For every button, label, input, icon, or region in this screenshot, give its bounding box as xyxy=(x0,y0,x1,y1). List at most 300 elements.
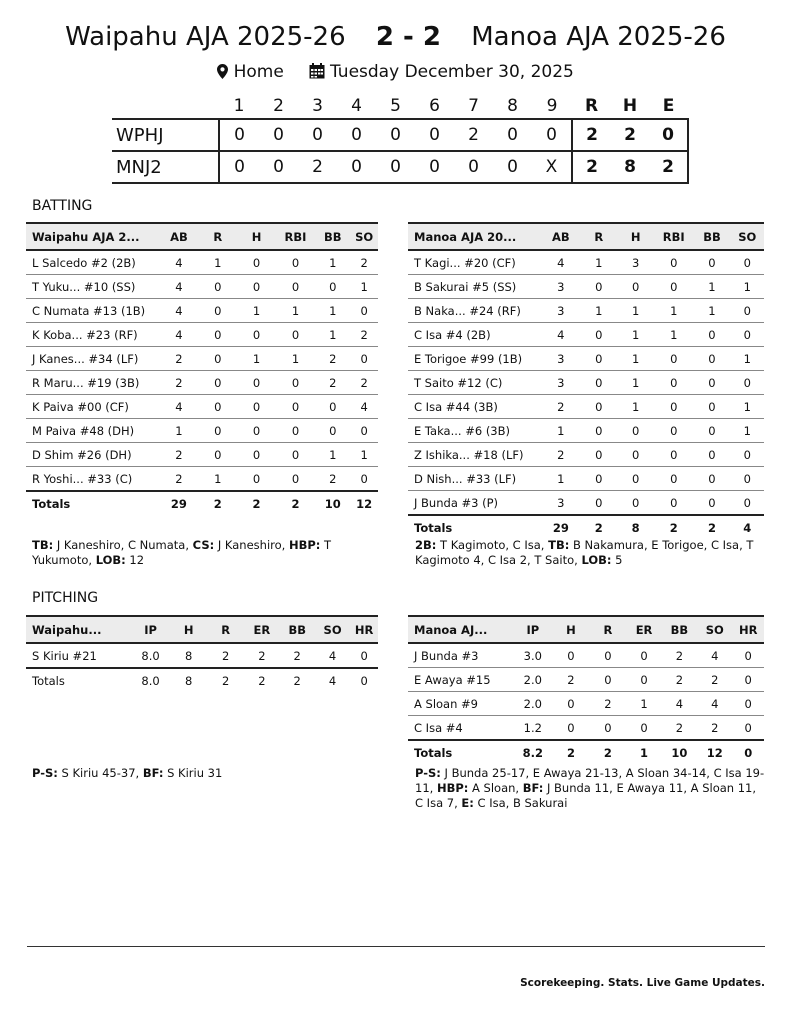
totals-cell: 8 xyxy=(170,668,207,692)
player-row xyxy=(408,250,764,275)
stat-cell: 0 xyxy=(315,395,350,419)
stat-cell: 0 xyxy=(580,323,617,347)
totals-cell: 29 xyxy=(541,515,580,539)
note-text: T Kagimoto, C Isa, xyxy=(436,538,549,552)
stat-cell: 1 xyxy=(617,323,654,347)
stat-cell: 2 xyxy=(662,668,697,692)
game-meta xyxy=(0,62,791,82)
player-row xyxy=(26,250,378,275)
away-batting-notes xyxy=(32,538,382,568)
stat-cell: 1 xyxy=(617,395,654,419)
player-name: T Saito #12 (C) xyxy=(408,371,541,395)
team-column-header: Manoa AJ... xyxy=(408,616,513,643)
player-name: C Numata #13 (1B) xyxy=(26,299,159,323)
game-score: 2 - 2 xyxy=(375,22,441,52)
game-date: Tuesday December 30, 2025 xyxy=(330,62,574,82)
stat-column-header: RBI xyxy=(276,223,315,250)
stat-cell: 2.0 xyxy=(513,668,552,692)
stat-cell: 4 xyxy=(159,275,198,299)
stat-cell: 0 xyxy=(654,347,693,371)
stat-cell: 0 xyxy=(315,419,350,443)
stat-cell: 0 xyxy=(198,275,237,299)
table-header-row xyxy=(408,616,764,643)
note-text: J Kaneshiro, xyxy=(214,538,289,552)
stat-cell: 0 xyxy=(589,668,626,692)
footer-tagline: Scorekeeping. Stats. Live Game Updates. xyxy=(520,977,765,989)
stat-cell: 1 xyxy=(731,275,764,299)
stat-cell: 0 xyxy=(617,275,654,299)
stat-cell: 2 xyxy=(159,347,198,371)
stat-cell: 0 xyxy=(626,643,661,668)
game-title xyxy=(0,22,791,52)
player-row xyxy=(408,323,764,347)
stat-column-header: H xyxy=(237,223,276,250)
stat-cell: 0 xyxy=(237,371,276,395)
stat-cell: 2 xyxy=(697,668,732,692)
stat-cell: 0 xyxy=(237,467,276,492)
hits-total: 2 xyxy=(624,125,636,145)
stat-cell: 0 xyxy=(350,419,378,443)
player-row xyxy=(408,419,764,443)
player-name: K Paiva #00 (CF) xyxy=(26,395,159,419)
note-text: J Kaneshiro, C Numata, xyxy=(53,538,193,552)
stat-cell: 0 xyxy=(315,275,350,299)
home-batting-table xyxy=(408,222,764,539)
table-header-row xyxy=(26,223,378,250)
inning-header: 3 xyxy=(312,96,323,116)
player-name: S Kiriu #21 xyxy=(26,643,131,668)
away-pitching-table xyxy=(26,615,378,692)
player-name: E Awaya #15 xyxy=(408,668,513,692)
note-text: B Nakamura, E Torigoe, C Isa, T Kagimoto 4, C Isa 2, T Saito, xyxy=(415,538,754,567)
inning-header: 7 xyxy=(468,96,479,116)
stat-cell: 1 xyxy=(693,299,730,323)
runs-header: R xyxy=(584,96,599,116)
stat-cell: 4 xyxy=(662,692,697,716)
stat-cell: 4 xyxy=(159,299,198,323)
stat-cell: 1 xyxy=(731,347,764,371)
stat-cell: 0 xyxy=(350,299,378,323)
stat-cell: 0 xyxy=(589,643,626,668)
stat-cell: 0 xyxy=(617,419,654,443)
totals-row xyxy=(408,515,764,539)
player-row xyxy=(26,419,378,443)
stat-cell: 0 xyxy=(654,419,693,443)
stat-cell: 3 xyxy=(541,491,580,516)
note-text: J Bunda 25-17, E Awaya 21-13, A Sloan 34-14, C Isa 19-11, xyxy=(415,766,765,795)
errors-total: 2 xyxy=(649,151,688,183)
player-row xyxy=(408,716,764,741)
totals-cell: 2 xyxy=(198,491,237,515)
player-row xyxy=(408,643,764,668)
note-label: P-S: xyxy=(415,766,441,780)
runs-total: 2 xyxy=(572,119,611,151)
stat-column-header: SO xyxy=(731,223,764,250)
totals-cell: 10 xyxy=(315,491,350,515)
stat-cell: 2 xyxy=(697,716,732,741)
stat-cell: 2 xyxy=(541,443,580,467)
stat-cell: 0 xyxy=(552,692,589,716)
stat-cell: 0 xyxy=(350,643,378,668)
inning-header: 9 xyxy=(546,96,558,116)
stat-cell: 0 xyxy=(198,419,237,443)
stat-cell: 2.0 xyxy=(513,692,552,716)
note-text: 12 xyxy=(125,553,145,567)
stat-cell: 3 xyxy=(541,371,580,395)
note-label: HBP: xyxy=(288,538,321,552)
player-name: D Nish... #33 (LF) xyxy=(408,467,541,491)
stat-cell: 3.0 xyxy=(513,643,552,668)
inning-header: 5 xyxy=(390,96,401,116)
stat-cell: 2 xyxy=(350,250,378,275)
totals-cell: 12 xyxy=(697,740,732,764)
player-name: C Isa #4 (2B) xyxy=(408,323,541,347)
stat-cell: 0 xyxy=(617,467,654,491)
batting-section-title: BATTING xyxy=(32,198,93,214)
player-name: C Isa #44 (3B) xyxy=(408,395,541,419)
stat-cell: 1 xyxy=(654,323,693,347)
stat-cell: 1 xyxy=(541,467,580,491)
stat-cell: 0 xyxy=(350,467,378,492)
stat-cell: 1.2 xyxy=(513,716,552,741)
stat-cell: 0 xyxy=(654,467,693,491)
inning-score: 0 xyxy=(390,157,401,177)
inning-header: 6 xyxy=(429,96,440,116)
away-pitching-notes xyxy=(32,766,382,781)
stat-cell: 0 xyxy=(693,323,730,347)
table-header-row xyxy=(26,616,378,643)
stat-cell: 0 xyxy=(276,371,315,395)
player-row xyxy=(408,371,764,395)
note-label: BF: xyxy=(522,781,544,795)
stat-cell: 4 xyxy=(159,323,198,347)
team-column-header: Waipahu AJA 2... xyxy=(26,223,159,250)
player-row xyxy=(26,443,378,467)
stat-cell: 0 xyxy=(693,467,730,491)
note-label: TB: xyxy=(548,538,570,552)
totals-cell: 1 xyxy=(626,740,661,764)
stat-cell: 0 xyxy=(580,347,617,371)
inning-score: 0 xyxy=(429,157,440,177)
stat-cell: 1 xyxy=(731,395,764,419)
totals-cell: 2 xyxy=(237,491,276,515)
stat-cell: 0 xyxy=(237,275,276,299)
stat-cell: 1 xyxy=(617,371,654,395)
stat-cell: 0 xyxy=(237,323,276,347)
stat-cell: 1 xyxy=(626,692,661,716)
note-text: A Sloan, xyxy=(468,781,523,795)
player-row xyxy=(26,347,378,371)
player-row xyxy=(408,668,764,692)
stat-cell: 1 xyxy=(617,347,654,371)
note-text: 5 xyxy=(611,553,623,567)
stat-cell: 0 xyxy=(617,443,654,467)
stat-cell: 2 xyxy=(541,395,580,419)
line-score-row xyxy=(112,151,688,183)
player-row xyxy=(26,395,378,419)
stat-cell: 1 xyxy=(159,419,198,443)
stat-cell: 0 xyxy=(731,299,764,323)
stat-cell: 2 xyxy=(552,668,589,692)
totals-cell: 8.2 xyxy=(513,740,552,764)
stat-cell: 0 xyxy=(693,250,730,275)
stat-cell: 4 xyxy=(315,643,350,668)
inning-header: 1 xyxy=(233,96,245,116)
totals-row xyxy=(26,668,378,692)
stat-cell: 1 xyxy=(276,299,315,323)
stat-cell: 0 xyxy=(693,371,730,395)
note-text: C Isa, B Sakurai xyxy=(473,796,568,810)
stat-cell: 0 xyxy=(237,395,276,419)
hits-total: 8 xyxy=(624,157,636,177)
stat-cell: 2 xyxy=(350,323,378,347)
player-row xyxy=(26,299,378,323)
runs-total: 2 xyxy=(572,151,611,183)
stat-cell: 0 xyxy=(732,668,764,692)
stat-cell: 1 xyxy=(198,467,237,492)
stat-cell: 2 xyxy=(662,716,697,741)
stat-column-header: R xyxy=(580,223,617,250)
inning-score: 0 xyxy=(507,157,518,177)
stat-column-header: ER xyxy=(244,616,279,643)
stat-column-header: SO xyxy=(350,223,378,250)
totals-cell: 2 xyxy=(654,515,693,539)
totals-cell: 29 xyxy=(159,491,198,515)
stat-column-header: R xyxy=(207,616,244,643)
line-score-table xyxy=(112,94,689,184)
stat-cell: 0 xyxy=(580,467,617,491)
stat-cell: 0 xyxy=(589,716,626,741)
stat-cell: 2 xyxy=(280,643,315,668)
stat-cell: 0 xyxy=(237,443,276,467)
team-abbrev: WPHJ xyxy=(116,124,164,146)
stat-cell: 1 xyxy=(350,443,378,467)
stat-column-header: RBI xyxy=(654,223,693,250)
stat-cell: 0 xyxy=(198,323,237,347)
player-name: L Salcedo #2 (2B) xyxy=(26,250,159,275)
inning-score: 0 xyxy=(273,125,284,145)
stat-cell: 0 xyxy=(731,323,764,347)
player-name: J Bunda #3 xyxy=(408,643,513,668)
stat-column-header: AB xyxy=(159,223,198,250)
team-column-header: Waipahu... xyxy=(26,616,131,643)
stat-cell: 0 xyxy=(693,443,730,467)
totals-label: Totals xyxy=(408,515,541,539)
stat-cell: 1 xyxy=(617,299,654,323)
inning-header: 2 xyxy=(273,96,284,116)
note-text: T Yukumoto, xyxy=(32,538,332,567)
player-row xyxy=(408,347,764,371)
player-row xyxy=(26,371,378,395)
inning-score: 0 xyxy=(546,125,557,145)
inning-score: 2 xyxy=(468,125,479,145)
stat-cell: 2 xyxy=(159,443,198,467)
stat-column-header: H xyxy=(617,223,654,250)
player-name: A Sloan #9 xyxy=(408,692,513,716)
stat-cell: 0 xyxy=(580,275,617,299)
errors-total: 0 xyxy=(649,119,688,151)
away-team-name: Waipahu AJA 2025-26 xyxy=(65,22,346,52)
inning-score: X xyxy=(545,157,558,177)
home-batting-notes xyxy=(415,538,760,568)
stat-cell: 0 xyxy=(552,643,589,668)
stat-cell: 4 xyxy=(350,395,378,419)
stat-cell: 0 xyxy=(198,371,237,395)
totals-cell: 4 xyxy=(731,515,764,539)
stat-cell: 3 xyxy=(541,275,580,299)
stat-column-header: SO xyxy=(697,616,732,643)
totals-cell: 2 xyxy=(580,515,617,539)
calendar-icon xyxy=(309,62,325,82)
stat-cell: 4 xyxy=(159,250,198,275)
stat-cell: 2 xyxy=(207,643,244,668)
totals-cell: 2 xyxy=(589,740,626,764)
pitching-section-title: PITCHING xyxy=(32,590,99,606)
away-batting-table xyxy=(26,222,378,515)
stat-cell: 0 xyxy=(732,716,764,741)
stat-column-header: HR xyxy=(732,616,764,643)
stat-cell: 2 xyxy=(662,643,697,668)
home-pitching-notes xyxy=(415,766,765,811)
player-row xyxy=(26,467,378,492)
stat-cell: 2 xyxy=(315,347,350,371)
stat-column-header: SO xyxy=(315,616,350,643)
player-row xyxy=(408,299,764,323)
stat-cell: 2 xyxy=(159,371,198,395)
player-name: B Sakurai #5 (SS) xyxy=(408,275,541,299)
stat-cell: 0 xyxy=(617,491,654,516)
note-label: LOB: xyxy=(581,553,612,567)
note-label: TB: xyxy=(32,538,54,552)
inning-score: 0 xyxy=(273,157,284,177)
stat-cell: 0 xyxy=(580,443,617,467)
line-score-row xyxy=(112,119,688,151)
inning-score: 0 xyxy=(351,125,362,145)
stat-cell: 8 xyxy=(170,643,207,668)
totals-cell: 0 xyxy=(350,668,378,692)
stat-cell: 1 xyxy=(693,275,730,299)
inning-score: 0 xyxy=(312,125,323,145)
stat-cell: 0 xyxy=(276,250,315,275)
inning-score: 0 xyxy=(507,125,518,145)
stat-column-header: HR xyxy=(350,616,378,643)
stat-column-header: R xyxy=(198,223,237,250)
stat-column-header: BB xyxy=(315,223,350,250)
totals-label: Totals xyxy=(408,740,513,764)
stat-cell: 0 xyxy=(276,443,315,467)
stat-cell: 2 xyxy=(589,692,626,716)
note-text: J Bunda 11, E Awaya 11, A Sloan 11, C Isa 7, xyxy=(415,781,757,810)
stat-cell: 0 xyxy=(693,395,730,419)
player-row xyxy=(26,643,378,668)
note-label: 2B: xyxy=(415,538,437,552)
stat-cell: 0 xyxy=(198,395,237,419)
player-row xyxy=(26,275,378,299)
stat-cell: 0 xyxy=(198,347,237,371)
stat-cell: 2 xyxy=(315,371,350,395)
totals-label: Totals xyxy=(26,668,131,692)
stat-cell: 1 xyxy=(315,299,350,323)
inning-score: 2 xyxy=(312,157,323,177)
player-row xyxy=(408,395,764,419)
player-row xyxy=(408,692,764,716)
stat-cell: 8.0 xyxy=(131,643,170,668)
stat-cell: 0 xyxy=(626,668,661,692)
inning-header: 4 xyxy=(351,96,362,116)
note-label: CS: xyxy=(192,538,215,552)
player-name: T Kagi... #20 (CF) xyxy=(408,250,541,275)
note-text: S Kiriu 31 xyxy=(163,766,223,780)
stat-column-header: IP xyxy=(513,616,552,643)
stat-column-header: H xyxy=(170,616,207,643)
stat-cell: 0 xyxy=(580,395,617,419)
team-abbrev: MNJ2 xyxy=(116,156,162,178)
totals-label: Totals xyxy=(26,491,159,515)
note-label: HBP: xyxy=(436,781,469,795)
stat-cell: 0 xyxy=(276,419,315,443)
stat-cell: 0 xyxy=(580,371,617,395)
stat-cell: 4 xyxy=(541,250,580,275)
stat-cell: 3 xyxy=(541,299,580,323)
totals-cell: 2 xyxy=(280,668,315,692)
stat-cell: 0 xyxy=(731,250,764,275)
totals-cell: 2 xyxy=(244,668,279,692)
stat-cell: 0 xyxy=(654,491,693,516)
line-score-header-row xyxy=(112,94,688,119)
totals-cell: 2 xyxy=(552,740,589,764)
inning-score: 0 xyxy=(429,125,440,145)
stat-cell: 0 xyxy=(731,443,764,467)
stat-cell: 0 xyxy=(626,716,661,741)
stat-cell: 1 xyxy=(654,299,693,323)
stat-cell: 0 xyxy=(237,250,276,275)
stat-cell: 0 xyxy=(731,467,764,491)
inning-score: 0 xyxy=(468,157,479,177)
stat-cell: 1 xyxy=(237,299,276,323)
totals-cell: 2 xyxy=(693,515,730,539)
stat-column-header: AB xyxy=(541,223,580,250)
inning-score: 0 xyxy=(390,125,401,145)
stat-cell: 1 xyxy=(315,250,350,275)
stat-cell: 0 xyxy=(732,643,764,668)
player-row xyxy=(408,491,764,516)
stat-cell: 1 xyxy=(541,419,580,443)
stat-cell: 2 xyxy=(315,467,350,492)
note-text: S Kiriu 45-37, xyxy=(57,766,143,780)
player-name: J Kanes... #34 (LF) xyxy=(26,347,159,371)
player-name: B Naka... #24 (RF) xyxy=(408,299,541,323)
player-row xyxy=(408,275,764,299)
stat-cell: 1 xyxy=(580,250,617,275)
totals-cell: 10 xyxy=(662,740,697,764)
player-name: C Isa #4 xyxy=(408,716,513,741)
stat-cell: 0 xyxy=(654,275,693,299)
inning-header: 8 xyxy=(507,96,518,116)
stat-cell: 1 xyxy=(731,419,764,443)
player-name: E Torigoe #99 (1B) xyxy=(408,347,541,371)
stat-cell: 0 xyxy=(276,467,315,492)
stat-cell: 0 xyxy=(552,716,589,741)
stat-cell: 0 xyxy=(276,275,315,299)
stat-cell: 0 xyxy=(237,419,276,443)
hits-header: H xyxy=(622,96,638,116)
stat-cell: 0 xyxy=(693,491,730,516)
stat-cell: 0 xyxy=(198,299,237,323)
stat-cell: 0 xyxy=(350,347,378,371)
stat-cell: 0 xyxy=(693,347,730,371)
stat-cell: 1 xyxy=(350,275,378,299)
note-label: BF: xyxy=(142,766,164,780)
